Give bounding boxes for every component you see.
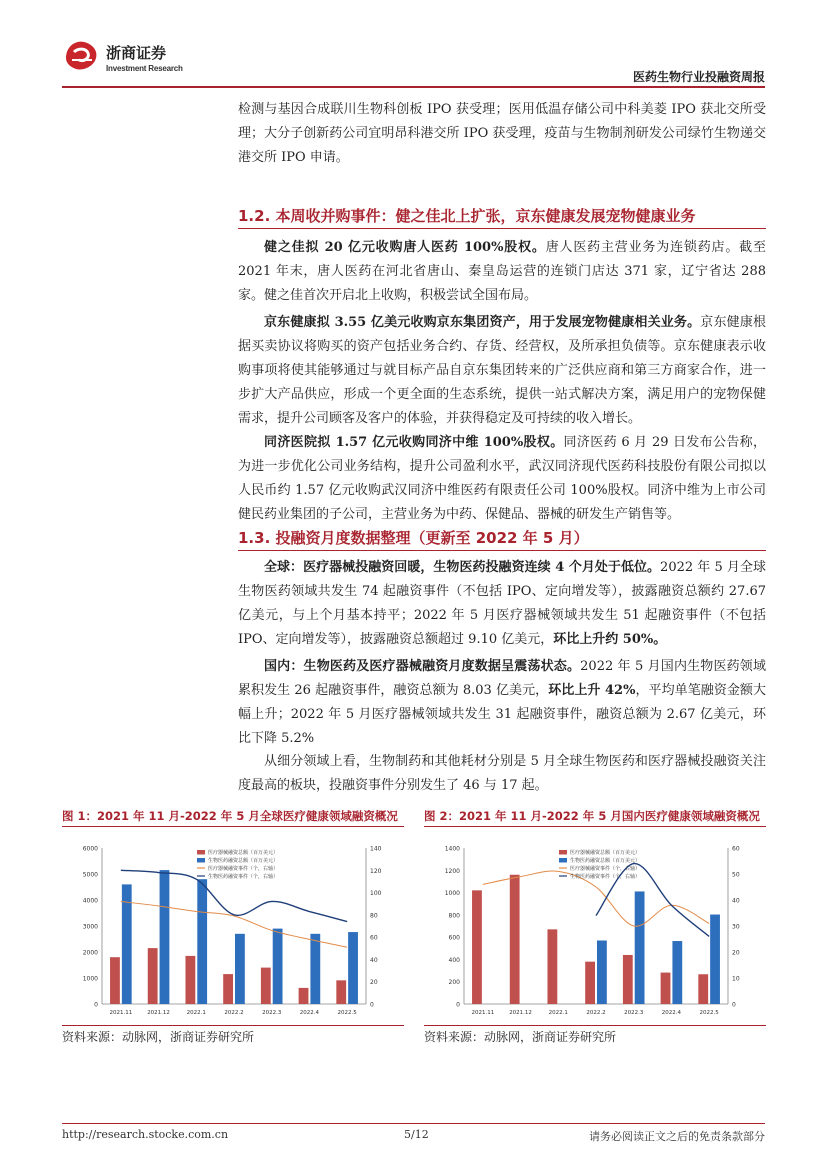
paragraph-lead: 健之佳拟 20 亿元收购唐人医药 100%股权。 (264, 240, 546, 255)
footer-page-number: 5/12 (404, 1128, 429, 1141)
fig2-right-tick-label: 60 (732, 845, 740, 853)
section-1-3-paragraph-1 (238, 556, 766, 652)
fig2-legend-swatch (559, 858, 567, 863)
fig2-x-tick-label: 2021.11 (471, 1010, 495, 1016)
fig2-bar-device (623, 955, 633, 1004)
fig2-x-tick-label: 2022.2 (586, 1010, 606, 1016)
fig2-bar-device (698, 974, 708, 1004)
figure-2-title: 图 2：2021 年 11 月-2022 年 5 月国内医疗健康领域融资概况 (424, 809, 760, 823)
fig1-bar-device (185, 956, 195, 1004)
fig1-x-tick-label: 2022.3 (262, 1010, 282, 1016)
fig1-x-tick-label: 2022.2 (224, 1010, 244, 1016)
fig2-right-tick-label: 20 (732, 949, 740, 957)
fig1-left-tick-label: 2000 (82, 949, 98, 957)
fig2-left-tick-label: 1200 (444, 867, 460, 875)
fig1-left-tick-label: 6000 (82, 845, 98, 853)
fig1-left-tick-label: 0 (94, 1001, 98, 1009)
fig1-x-tick-label: 2021.11 (109, 1010, 133, 1016)
fig2-legend-label: 医疗器械融资事件（个，右轴） (570, 866, 641, 872)
paragraph-body: 2022 年 5 月全球生物医药领域共发生 74 起融资事件（不包括 IPO、定向增发等），披露融资总额约 27.67 亿美元，与上个月基本持平；2022 年 5 月医疗器械领域共发生 51 起融资事件（不包括 IPO、定向增发等），披露融资总额超过 9.10 亿美元， (238, 560, 767, 647)
section-1-3-paragraph-2 (238, 655, 766, 751)
figure-1-bottom-rule (62, 1025, 404, 1026)
section-1-2-title: 1.2. 本周收并购事件：健之佳北上扩张，京东健康发展宠物健康业务 (238, 207, 696, 225)
fig1-bar-device (261, 968, 271, 1004)
fig1-legend-label: 医疗器械融资总额（百万美元） (208, 850, 279, 856)
paragraph-tail: 环比上升约 50%。 (553, 632, 667, 647)
logo-text-en: Investment Research (106, 64, 183, 73)
fig2-x-tick-label: 2022.5 (699, 1010, 719, 1016)
figure-2-bottom-rule (424, 1025, 766, 1026)
fig2-left-tick-label: 0 (456, 1001, 460, 1009)
fig1-right-tick-label: 60 (370, 934, 378, 942)
fig2-x-tick-label: 2021.12 (509, 1010, 532, 1016)
figure-1-title: 图 1：2021 年 11 月-2022 年 5 月全球医疗健康领域融资概况 (62, 809, 398, 823)
fig1-right-tick-label: 20 (370, 979, 378, 987)
fig2-left-tick-label: 800 (448, 912, 460, 920)
section-1-3-paragraph-3: 从细分领域上看，生物制药和其他耗材分别是 5 月全球生物医药和医疗器械投融资关注度最高的板块，投融资事件分别发生了 46 与 17 起。 (238, 754, 766, 793)
fig2-right-tick-label: 40 (732, 897, 740, 905)
figure-1-source: 资料来源：动脉网，浙商证券研究所 (62, 1030, 255, 1044)
fig1-x-tick-label: 2022.4 (299, 1010, 320, 1016)
fig1-x-tick-label: 2022.1 (186, 1010, 206, 1016)
fig2-legend-label: 生物医药融资事件（个，右轴） (570, 874, 641, 880)
fig2-bar-device (661, 973, 671, 1004)
fig1-legend-label: 生物医药融资总额（百万美元） (208, 858, 279, 864)
fig2-bar-device (585, 962, 595, 1004)
fig2-x-tick-label: 2022.3 (624, 1010, 644, 1016)
fig2-left-tick-label: 600 (448, 934, 460, 942)
fig2-left-tick-label: 1400 (444, 845, 460, 853)
logo-text-cn: 浙商证券 (106, 44, 167, 62)
paragraph-body: 京东健康根据买卖协议将购买的资产包括业务合约、存货、经营权，及所承担负债等。京东健康表示收购事项将使其能够通过与就目标产品自京东集团转来的广泛供应商和第三方商家合作，进一步扩大产品供应，形成一个更全面的生态系统，提供一站式解决方案，满足用户的宠物保健需求，提升公司顾客及客户的体验，并获得稳定及可持续的收入增长。 (238, 315, 766, 426)
intro-paragraph: 检测与基因合成联川生物科创板 IPO 获受理；医用低温存储公司中科美菱 IPO 获北交所受理；大分子创新药公司宜明昂科港交所 IPO 获受理，疫苗与生物制剂研发公司绿竹生物递交港交所 IPO 申请。 (238, 102, 766, 165)
fig1-left-tick-label: 3000 (82, 923, 98, 931)
fig2-x-tick-label: 2022.4 (661, 1010, 682, 1016)
fig2-bar-biopharma (597, 940, 607, 1004)
fig1-x-tick-label: 2021.12 (147, 1010, 170, 1016)
fig2-bar-biopharma (672, 941, 682, 1004)
fig2-bar-device (510, 875, 520, 1004)
fig1-x-tick-label: 2022.5 (337, 1010, 357, 1016)
report-title: 医药生物行业投融资周报 (632, 70, 765, 84)
paragraph-lead: 同济医院拟 1.57 亿元收购同济中维 100%股权。 (264, 435, 564, 450)
paragraph-body-2: ，平均单笔融资金额大幅上升；2022 年 5 月医疗器械领域共发生 31 起融资事件，融资总额为 2.67 亿美元，环比下降 5.2% (238, 683, 766, 746)
footer-url[interactable]: http://research.stocke.com.cn (62, 1128, 229, 1141)
fig2-x-tick-label: 2022.1 (548, 1010, 568, 1016)
fig2-bar-biopharma (635, 891, 645, 1004)
section-1-3-title: 1.3. 投融资月度数据整理（更新至 2022 年 5 月） (238, 529, 589, 547)
section-1-3-rule (238, 550, 766, 551)
fig1-bar-device (223, 974, 233, 1004)
fig1-line-device-events (121, 901, 347, 947)
fig2-right-tick-label: 0 (732, 1001, 736, 1009)
paragraph-lead: 全球：医疗器械投融资回暖，生物医药投融资连续 4 个月处于低位。 (264, 560, 661, 575)
fig1-left-tick-label: 5000 (82, 871, 98, 879)
fig1-right-tick-label: 140 (370, 845, 382, 853)
fig1-right-tick-label: 40 (370, 956, 378, 964)
figure-1-chart (62, 828, 404, 1024)
section-1-2-paragraph-3 (238, 431, 766, 527)
fig2-left-tick-label: 200 (448, 979, 460, 987)
fig2-legend-label: 生物医药融资总额（百万美元） (570, 858, 641, 864)
fig1-right-tick-label: 120 (370, 867, 382, 875)
fig2-bar-biopharma (710, 915, 720, 1004)
fig1-bar-biopharma (160, 870, 170, 1004)
fig1-bar-device (336, 980, 346, 1004)
fig1-right-tick-label: 80 (370, 912, 378, 920)
fig1-right-tick-label: 0 (370, 1001, 374, 1009)
fig2-right-tick-label: 30 (732, 923, 740, 931)
fig2-legend-label: 医疗器械融资总额（百万美元） (570, 850, 641, 856)
paragraph-body: 2022 年 5 月国内生物医药领域累积发生 26 起融资事件，融资总额为 8.03 亿美元， (238, 659, 766, 698)
paragraph-lead: 国内：生物医药及医疗器械融资月度数据呈震荡状态。 (264, 659, 581, 674)
fig1-left-tick-label: 4000 (82, 897, 98, 905)
footer-rule (62, 1123, 765, 1124)
fig2-right-tick-label: 50 (732, 871, 740, 879)
fig1-legend-swatch (197, 858, 205, 863)
paragraph-highlight: 环比上升 42% (548, 683, 636, 698)
fig1-bar-device (148, 948, 158, 1004)
paragraph-body: 同济医药 6 月 29 日发布公告称，为进一步优化公司业务结构，提升公司盈利水平，武汉同济现代医药科技股份有限公司拟以人民币约 1.57 亿元收购武汉同济中维医药有限责任公司 100%股权。同济中维为上市公司健民药业集团的子公司，主营业务为中药、保健品、器械的研发生产销售等。 (238, 435, 766, 522)
paragraph-lead: 京东健康拟 3.55 亿美元收购京东集团资产，用于发展宠物健康相关业务。 (264, 315, 701, 330)
fig2-bar-device (547, 929, 557, 1004)
header-rule (62, 86, 765, 88)
fig2-left-tick-label: 400 (448, 956, 460, 964)
fig1-bar-biopharma (310, 934, 320, 1004)
figure-2-rule (424, 826, 766, 827)
fig1-bar-biopharma (273, 929, 283, 1004)
footer-disclaimer: 请务必阅读正文之后的免责条款部分 (589, 1130, 765, 1143)
section-1-2-paragraph-1 (238, 236, 766, 308)
section-1-2-rule (238, 228, 766, 229)
fig2-left-tick-label: 1000 (444, 890, 460, 898)
fig1-right-tick-label: 100 (370, 890, 382, 898)
fig1-bar-biopharma (197, 879, 207, 1004)
paragraph-body: 唐人医药主营业务为连锁药店。截至 2021 年末，唐人医药在河北省唐山、秦皇岛运营的连锁门店达 371 家，辽宁省达 288 家。健之佳首次开启北上收购，积极尝试全国布局。 (238, 240, 766, 303)
fig2-right-tick-label: 10 (732, 975, 740, 983)
figure-2-source: 资料来源：动脉网，浙商证券研究所 (424, 1030, 617, 1044)
fig1-legend-label: 生物医药融资事件（个，右轴） (208, 874, 279, 880)
fig1-bar-biopharma (348, 932, 358, 1004)
fig2-bar-device (472, 890, 482, 1004)
fig1-legend-label: 医疗器械融资事件（个，右轴） (208, 866, 279, 872)
fig1-bar-device (110, 957, 120, 1004)
fig1-legend-swatch (197, 850, 205, 855)
fig1-left-tick-label: 1000 (82, 975, 98, 983)
fig2-legend-swatch (559, 850, 567, 855)
figure-2-chart (424, 828, 766, 1024)
company-logo-icon (62, 38, 102, 72)
fig1-bar-biopharma (235, 934, 245, 1004)
fig1-bar-device (299, 988, 309, 1004)
section-1-2-paragraph-2 (238, 311, 766, 431)
figure-1-rule (62, 826, 404, 827)
